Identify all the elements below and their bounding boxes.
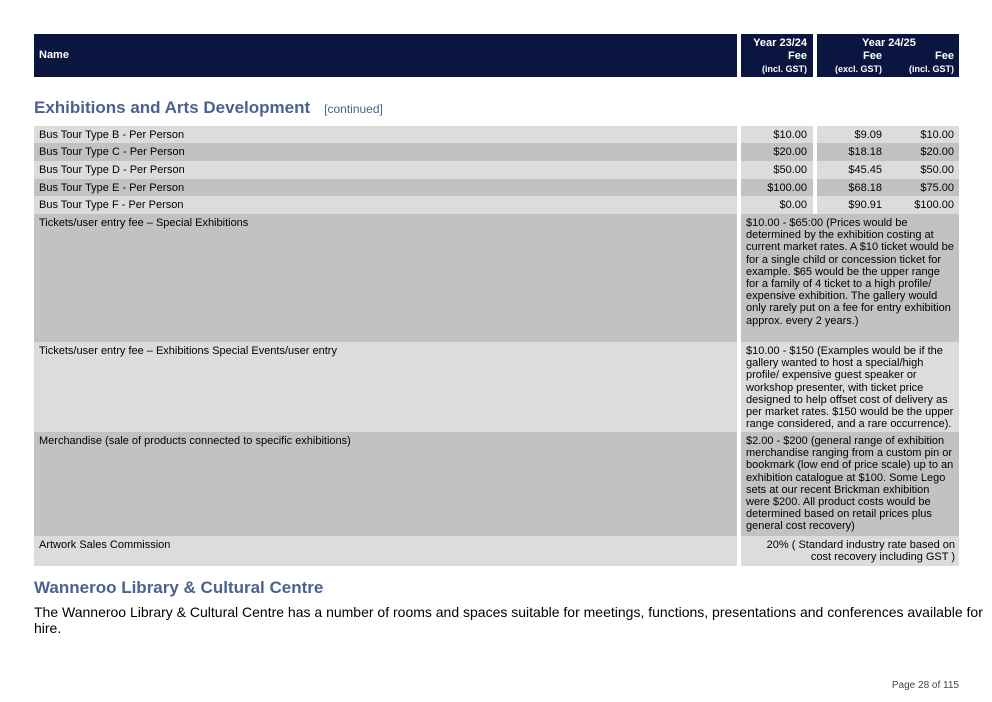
row-fee-note: $10.00 - $65:00 (Prices would be determined by the exhibition costing at current market rates. A $10 ticket would be for a single child or concession ticket for example. $65 would be the upper range for a family of 4 ticket to a high profile/ expensive exhibition. The gallery would only rarely put on a fee for entry exhibition approx. every 2 years.): [746, 217, 954, 327]
row-name: Bus Tour Type B - Per Person: [39, 129, 185, 141]
row-fee-2324: $50.00: [773, 164, 807, 176]
row-name: Bus Tour Type E - Per Person: [39, 182, 185, 194]
table-row: [34, 214, 959, 342]
row-fee-2425-incl: $100.00: [914, 199, 954, 211]
row-fee-2425-incl: $50.00: [920, 164, 954, 176]
header-year-2324-sub: (incl. GST): [762, 64, 807, 74]
row-fee-2324: $0.00: [779, 199, 807, 211]
table-header-name: [34, 34, 737, 77]
row-name: Bus Tour Type F - Per Person: [39, 199, 184, 211]
row-fee-note: 20% ( Standard industry rate based on cost recovery including GST ): [766, 539, 955, 564]
table-row: [34, 143, 959, 161]
row-fee-2324: $10.00: [773, 129, 807, 141]
row-fee-2425-incl: $75.00: [920, 182, 954, 194]
row-name: Tickets/user entry fee – Exhibitions Special Events/user entry: [39, 345, 337, 357]
table-row: [34, 161, 959, 179]
row-fee-2425-excl: $68.18: [848, 182, 882, 194]
header-year-2425-sub-excl: (excl. GST): [834, 64, 882, 74]
header-year-2324-fee: Fee: [788, 50, 807, 62]
row-fee-2324: $20.00: [773, 146, 807, 158]
section-paragraph: The Wanneroo Library & Cultural Centre has a number of rooms and spaces suitable for meetings, functions, presentations and conferences available for hire.: [34, 604, 983, 636]
table-row: [34, 536, 959, 566]
header-name-label: Name: [39, 49, 69, 61]
row-name: Artwork Sales Commission: [39, 539, 171, 551]
header-year-2324-title: Year 23/24: [753, 37, 807, 49]
table-row: [34, 179, 959, 196]
table-row: [34, 126, 959, 143]
row-fee-note: $10.00 - $150 (Examples would be if the gallery wanted to host a special/high profile/ expensive guest speaker or workshop presenter, with ticket price designed to help offset cost of delivery as per market rates. $150 would be the upper range considered, and a rare occurrence).: [746, 345, 954, 431]
section-title-exhibitions: [34, 98, 383, 119]
table-row: [34, 342, 959, 432]
table-row: [34, 196, 959, 214]
header-year-2425-title: Year 24/25: [862, 37, 916, 49]
row-fee-2425-excl: $45.45: [848, 164, 882, 176]
header-year-2425-sub-incl: (incl. GST): [909, 64, 954, 74]
section-continued-note: [continued]: [324, 102, 383, 116]
section-title-library: Wanneroo Library & Cultural Centre: [34, 578, 324, 597]
row-name: Tickets/user entry fee – Special Exhibitions: [39, 217, 249, 229]
row-fee-2324: $100.00: [767, 182, 807, 194]
section-title-text: Exhibitions and Arts Development: [34, 98, 311, 117]
header-year-2425-fee-excl: Fee: [863, 50, 882, 62]
row-fee-2425-excl: $18.18: [848, 146, 882, 158]
row-fee-2425-excl: $90.91: [848, 199, 882, 211]
row-fee-2425-incl: $10.00: [920, 129, 954, 141]
row-name: Merchandise (sale of products connected to specific exhibitions): [39, 435, 351, 447]
table-header-year-2425: [817, 34, 959, 77]
header-year-2425-fee-incl: Fee: [935, 50, 954, 62]
row-name: Bus Tour Type C - Per Person: [39, 146, 185, 158]
row-fee-note: $2.00 - $200 (general range of exhibition merchandise ranging from a custom pin or bookmark (low end of price scale) up to an exhibition catalogue at $100. Some Lego sets at our recent Brickman exhibition were $200. All product costs would be determined based on retail prices plus general cost recovery): [746, 435, 954, 533]
table-header-year-2324: [741, 34, 813, 77]
row-fee-2425-excl: $9.09: [854, 129, 882, 141]
row-name: Bus Tour Type D - Per Person: [39, 164, 185, 176]
table-row: [34, 432, 959, 536]
row-fee-2425-incl: $20.00: [920, 146, 954, 158]
page-number: Page 28 of 115: [891, 680, 959, 691]
